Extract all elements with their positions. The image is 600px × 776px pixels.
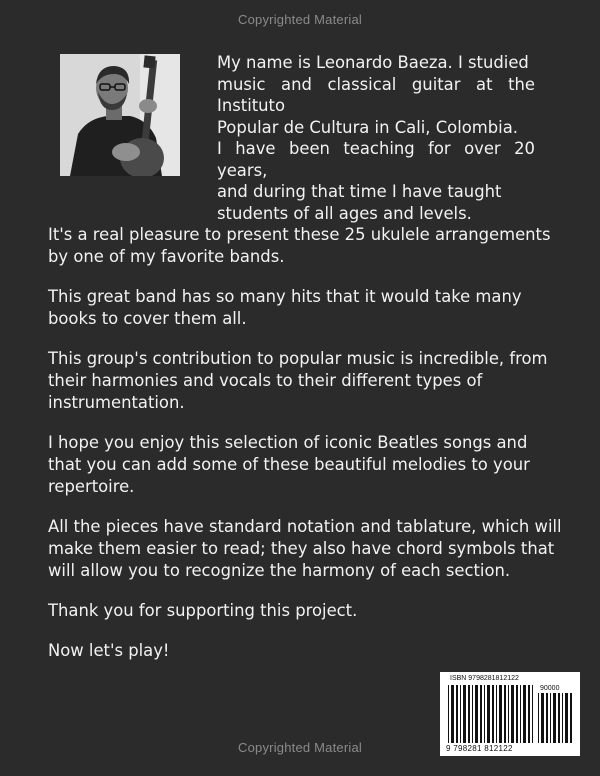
barcode-bar [528, 685, 530, 743]
price-code: 90000 [540, 685, 560, 692]
barcode-bar [508, 685, 509, 743]
bio-line: My name is Leonardo Baeza. I studied [217, 53, 529, 72]
barcode-bar [541, 693, 544, 743]
barcode-bar [468, 685, 470, 743]
barcode-bar [480, 685, 482, 743]
barcode-bar [475, 685, 478, 743]
barcode-bar [562, 693, 563, 743]
book-description [48, 224, 564, 680]
addon-barcode-bars-icon [538, 693, 574, 743]
barcode-bar [492, 685, 494, 743]
barcode-bar [558, 693, 560, 743]
author-photo [60, 54, 180, 176]
paragraph-notation: All the pieces have standard notation and tablature, which will make them easier to read; they also have chord symbols that will allow you to recognize the harmony of each section. [48, 517, 562, 580]
paragraph-contribution: This group's contribution to popular music is incredible, from their harmonies and vocals to their different types of instrumentation. [48, 349, 548, 412]
paragraph-selection: I hope you enjoy this selection of iconic Beatles songs and that you can add some of these beautiful melodies to your repertoire. [48, 433, 530, 496]
barcode-bar [487, 685, 490, 743]
barcode-bar [538, 693, 539, 743]
paragraph-thanks: Thank you for supporting this project. [48, 601, 358, 620]
copyright-watermark-bottom: Copyrighted Material [238, 740, 362, 755]
bio-line: music and classical guitar at the Instituto [217, 74, 535, 115]
paragraph-hits: This great band has so many hits that it would take many books to cover them all. [48, 287, 522, 328]
barcode-bar [546, 693, 548, 743]
barcode-bar [553, 693, 556, 743]
bio-line: I have been teaching for over 20 years, [217, 139, 535, 180]
barcode-bar [516, 685, 518, 743]
barcode-bar [523, 685, 526, 743]
barcode-bar [484, 685, 485, 743]
isbn-label: ISBN 9798281812122 [450, 675, 519, 682]
barcode-bar [460, 685, 461, 743]
barcode-bar [520, 685, 521, 743]
barcode-bar [504, 685, 506, 743]
copyright-watermark-top: Copyrighted Material [238, 12, 362, 27]
barcode-bars-icon [448, 685, 536, 743]
barcode-bar [511, 685, 514, 743]
barcode-bar [532, 685, 533, 743]
paragraph-intro: It's a real pleasure to present these 25 ukulele arrangements by one of my favorite bands. [48, 225, 551, 266]
paragraph-closing: Now let's play! [48, 641, 170, 660]
barcode-bar [565, 693, 568, 743]
barcode-bar [570, 693, 572, 743]
barcode-bar [451, 685, 454, 743]
barcode-bar [463, 685, 466, 743]
guitarist-photo-icon [60, 54, 180, 176]
barcode-bar [472, 685, 473, 743]
isbn-digits: 9 798281 812122 [446, 744, 513, 753]
barcode-bar [499, 685, 502, 743]
barcode-bar [456, 685, 458, 743]
bio-line: students of all ages and levels. [217, 203, 472, 223]
bio-line: and during that time I have taught [217, 182, 502, 201]
barcode-bar [448, 685, 449, 743]
bio-line: Popular de Cultura in Cali, Colombia. [217, 117, 518, 137]
barcode-bar [550, 693, 551, 743]
author-bio [217, 52, 535, 224]
barcode-bar [496, 685, 497, 743]
